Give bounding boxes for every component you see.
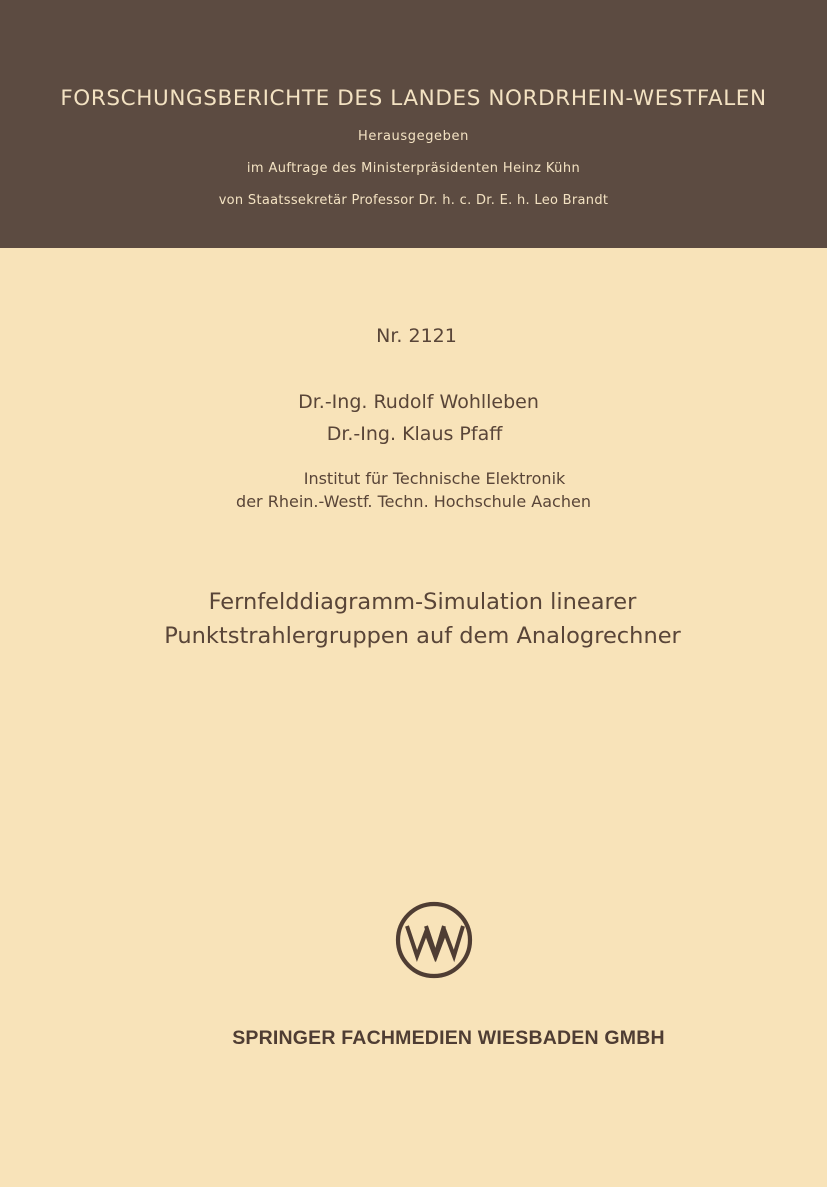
book-title-line: Fernfelddiagramm-Simulation linearer	[208, 589, 637, 615]
institute-line: der Rhein.-Westf. Techn. Hochschule Aachen	[236, 492, 591, 511]
author-name: Dr.-Ing. Rudolf Wohlleben	[298, 391, 539, 413]
publisher-name: SPRINGER FACHMEDIEN WIESBADEN GMBH	[232, 1027, 665, 1049]
series-title: FORSCHUNGSBERICHTE DES LANDES NORDRHEIN-WESTFALEN	[60, 86, 767, 111]
book-title-line: Punktstrahlergruppen auf dem Analogrechner	[164, 623, 681, 649]
series-header-band	[0, 0, 827, 248]
publisher-logo-icon	[395, 901, 473, 979]
commission-line: im Auftrage des Ministerpräsidenten Heinz Kühn	[246, 161, 581, 176]
institute-line: Institut für Technische Elektronik	[303, 469, 566, 488]
published-label: Herausgegeben	[358, 129, 469, 144]
report-number: Nr. 2121	[376, 325, 457, 347]
author-name: Dr.-Ing. Klaus Pfaff	[326, 423, 503, 445]
editor-line: von Staatssekretär Professor Dr. h. c. Dr. E. h. Leo Brandt	[218, 193, 609, 208]
